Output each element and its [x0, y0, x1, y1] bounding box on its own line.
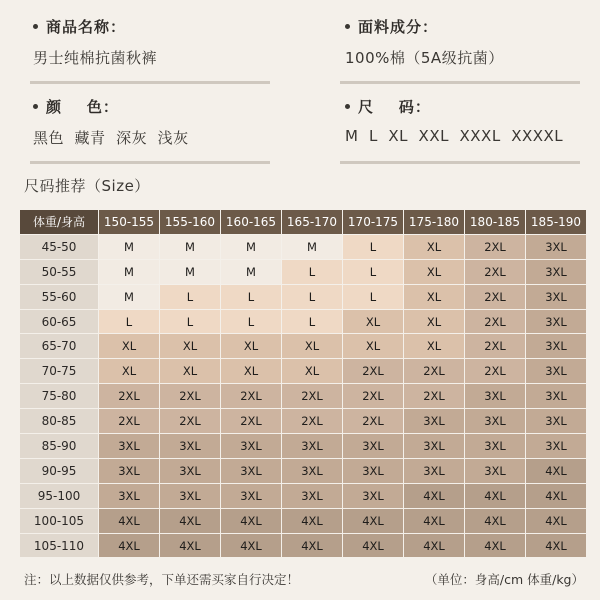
size-cell: 3XL [282, 434, 342, 458]
fabric-value: 100%棉（5A级抗菌） [345, 49, 504, 67]
size-cell: L [221, 285, 281, 309]
size-cell: 3XL [343, 459, 403, 483]
size-cell: 3XL [99, 484, 159, 508]
weight-header: 45-50 [20, 235, 98, 259]
size-cell: 3XL [221, 434, 281, 458]
size-cell: 4XL [465, 509, 525, 533]
size-cell: 2XL [465, 235, 525, 259]
divider [340, 161, 580, 164]
size-cell: 2XL [282, 384, 342, 408]
color-label: 颜 色： [46, 98, 119, 116]
size-cell: M [99, 260, 159, 284]
height-header: 165-170 [282, 210, 342, 234]
size-cell: 2XL [343, 359, 403, 383]
size-cell: 3XL [526, 260, 586, 284]
size-cell: 3XL [343, 434, 403, 458]
size-cell: 4XL [526, 509, 586, 533]
size-cell: 3XL [99, 459, 159, 483]
divider [30, 81, 270, 84]
height-header: 175-180 [404, 210, 464, 234]
size-cell: 4XL [160, 509, 220, 533]
size-cell: XL [221, 359, 281, 383]
size-cell: 2XL [221, 409, 281, 433]
weight-header: 50-55 [20, 260, 98, 284]
size-cell: L [282, 310, 342, 334]
height-header: 185-190 [526, 210, 586, 234]
size-cell: L [160, 285, 220, 309]
size-cell: M [221, 235, 281, 259]
height-header: 170-175 [343, 210, 403, 234]
size-cell: 3XL [343, 484, 403, 508]
product-name-block [33, 16, 157, 68]
size-chart-title: 尺码推荐（Size） [24, 177, 150, 195]
size-cell: XL [282, 334, 342, 358]
product-name-value: 男士纯棉抗菌秋裤 [33, 49, 158, 67]
size-cell: 3XL [526, 235, 586, 259]
size-cell: L [343, 260, 403, 284]
size-cell: M [221, 260, 281, 284]
size-cell: 3XL [221, 459, 281, 483]
weight-header: 95-100 [20, 484, 98, 508]
size-cell: XL [160, 359, 220, 383]
weight-header: 90-95 [20, 459, 98, 483]
fabric-block [345, 16, 504, 68]
size-cell: 2XL [465, 359, 525, 383]
size-cell: 4XL [99, 509, 159, 533]
size-cell: 3XL [526, 285, 586, 309]
product-info [0, 0, 600, 168]
height-header: 155-160 [160, 210, 220, 234]
weight-header: 75-80 [20, 384, 98, 408]
size-cell: 2XL [282, 409, 342, 433]
size-cell: XL [160, 334, 220, 358]
weight-header: 100-105 [20, 509, 98, 533]
size-cell: XL [221, 334, 281, 358]
weight-header: 85-90 [20, 434, 98, 458]
size-cell: 2XL [343, 384, 403, 408]
bullet-icon [345, 104, 350, 109]
size-cell: 4XL [465, 534, 525, 558]
size-cell: XL [404, 235, 464, 259]
footer [24, 570, 584, 588]
size-cell: 2XL [465, 260, 525, 284]
size-cell: 3XL [404, 459, 464, 483]
weight-header: 105-110 [20, 534, 98, 558]
size-cell: 4XL [404, 509, 464, 533]
product-name-label: 商品名称： [46, 18, 127, 36]
size-cell: 4XL [343, 509, 403, 533]
size-cell: 3XL [465, 434, 525, 458]
weight-header: 55-60 [20, 285, 98, 309]
size-cell: 3XL [282, 484, 342, 508]
size-cell: XL [404, 334, 464, 358]
size-cell: 2XL [465, 334, 525, 358]
fabric-label: 面料成分： [358, 18, 439, 36]
size-cell: 4XL [526, 459, 586, 483]
size-cell: XL [282, 359, 342, 383]
size-cell: 4XL [99, 534, 159, 558]
bullet-icon [33, 104, 38, 109]
size-cell: 4XL [404, 534, 464, 558]
size-cell: 4XL [221, 509, 281, 533]
bullet-icon [33, 24, 38, 29]
size-cell: XL [99, 334, 159, 358]
size-cell: 4XL [404, 484, 464, 508]
weight-header: 60-65 [20, 310, 98, 334]
size-cell: 3XL [99, 434, 159, 458]
size-cell: 3XL [404, 409, 464, 433]
size-cell: 3XL [526, 310, 586, 334]
weight-header: 80-85 [20, 409, 98, 433]
size-cell: M [99, 235, 159, 259]
size-cell: XL [343, 310, 403, 334]
size-cell: 3XL [160, 434, 220, 458]
size-cell: 3XL [221, 484, 281, 508]
size-label: 尺 码： [358, 98, 431, 116]
size-cell: M [160, 235, 220, 259]
size-cell: 3XL [465, 459, 525, 483]
size-cell: 3XL [526, 334, 586, 358]
size-cell: 4XL [282, 534, 342, 558]
size-cell: 4XL [160, 534, 220, 558]
size-cell: 4XL [526, 484, 586, 508]
bullet-icon [345, 24, 350, 29]
size-cell: 3XL [465, 384, 525, 408]
size-cell: 2XL [465, 310, 525, 334]
size-cell: 4XL [526, 534, 586, 558]
size-cell: L [282, 285, 342, 309]
size-cell: 2XL [221, 384, 281, 408]
size-cell: 2XL [160, 384, 220, 408]
size-cell: 3XL [526, 359, 586, 383]
size-value: M L XL XXL XXXL XXXXL [345, 127, 564, 145]
color-block [33, 96, 189, 148]
size-cell: L [221, 310, 281, 334]
size-cell: 2XL [404, 359, 464, 383]
height-header: 180-185 [465, 210, 525, 234]
size-cell: 3XL [160, 459, 220, 483]
size-cell: M [99, 285, 159, 309]
size-cell: M [282, 235, 342, 259]
weight-header: 70-75 [20, 359, 98, 383]
size-cell: 4XL [465, 484, 525, 508]
size-cell: 2XL [160, 409, 220, 433]
height-header: 160-165 [221, 210, 281, 234]
size-cell: XL [404, 260, 464, 284]
size-cell: XL [404, 310, 464, 334]
size-cell: 3XL [526, 434, 586, 458]
size-cell: 4XL [221, 534, 281, 558]
size-cell: 3XL [282, 459, 342, 483]
size-cell: 4XL [282, 509, 342, 533]
height-header: 150-155 [99, 210, 159, 234]
size-cell: 3XL [465, 409, 525, 433]
size-cell: 3XL [526, 384, 586, 408]
footer-unit: （单位：身高/cm 体重/kg） [424, 572, 584, 587]
size-cell: 3XL [526, 409, 586, 433]
size-cell: L [282, 260, 342, 284]
size-cell: XL [99, 359, 159, 383]
size-cell: 2XL [404, 384, 464, 408]
weight-header: 65-70 [20, 334, 98, 358]
size-cell: L [160, 310, 220, 334]
size-cell: M [160, 260, 220, 284]
footer-note: 注：以上数据仅供参考，下单还需买家自行决定！ [24, 572, 300, 587]
divider [340, 81, 580, 84]
size-cell: 2XL [99, 384, 159, 408]
size-cell: XL [343, 334, 403, 358]
size-block [345, 96, 563, 145]
size-cell: L [343, 285, 403, 309]
size-cell: 3XL [160, 484, 220, 508]
divider [30, 161, 270, 164]
color-value: 黑色 藏青 深灰 浅灰 [33, 129, 189, 147]
size-cell: 2XL [465, 285, 525, 309]
size-cell: L [99, 310, 159, 334]
size-cell: 3XL [404, 434, 464, 458]
size-cell: XL [404, 285, 464, 309]
size-table [20, 210, 586, 557]
size-cell: 2XL [343, 409, 403, 433]
size-cell: 4XL [343, 534, 403, 558]
size-cell: 2XL [99, 409, 159, 433]
table-corner-header: 体重/身高 [20, 210, 98, 234]
size-cell: L [343, 235, 403, 259]
